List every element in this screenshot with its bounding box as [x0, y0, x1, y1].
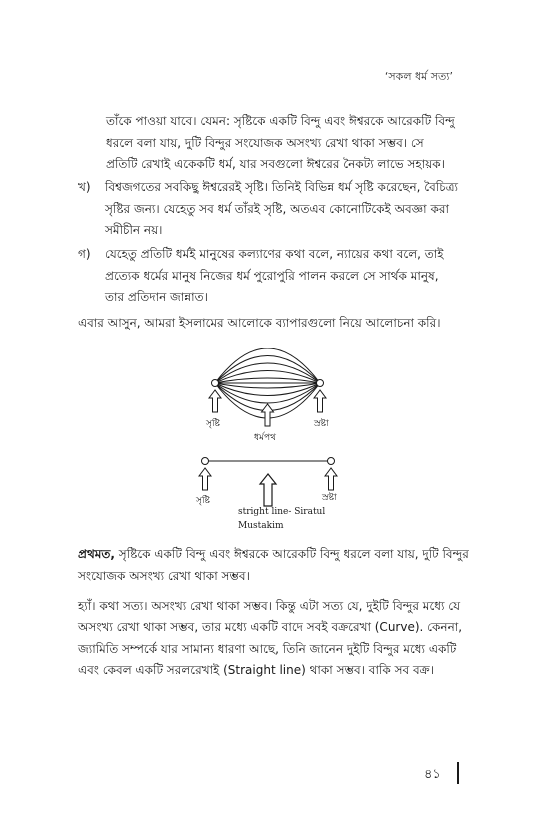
- caption-straight-line: stright line- Siratul: [238, 507, 326, 517]
- point-creator: [328, 458, 335, 465]
- caption-siratul-mustakim: Mustakim: [238, 521, 284, 531]
- up-arrow-icon: [260, 474, 276, 506]
- point-creator: [317, 380, 324, 387]
- curve-path: [215, 383, 320, 388]
- label-creation: সৃষ্টি: [206, 419, 220, 429]
- list-item-text: বিশ্বজগতের সবকিছু ঈশ্বরেরই সৃষ্টি। তিনিই বিভিন্ন ধর্ম সৃষ্টি করেছেন, বৈচিত্র্য সৃষ্টির জন্য। যেহেতু সব ধর্ম তাঁরই সৃষ্টি, অতএব কোনোটিকেই অবজ্ঞা করা সমীচীন নয়।: [105, 180, 459, 237]
- paragraph-intro: তাঁকে পাওয়া যাবে। যেমন: সৃষ্টিকে একটি বিন্দু এবং ঈশ্বরকে আরেকটি বিন্দু ধরলে বলা যায়, দুটি বিন্দুর সংযোজক অসংখ্য রেখা থাকা সম্ভব। সে প্রতিটি রেখাই একেকটি ধর্ম, যার সবগুলো ঈশ্বরের নৈকট্য লাভে সহায়ক।: [106, 114, 455, 171]
- lead-word: প্রথমত,: [78, 547, 115, 561]
- point-creation: [202, 458, 209, 465]
- curve-path: [215, 356, 320, 384]
- up-arrow-icon: [209, 390, 221, 412]
- up-arrow-icon: [199, 468, 211, 490]
- label-creator: স্রষ্টা: [322, 493, 337, 503]
- curve-path: [215, 378, 320, 383]
- list-item-ga: [78, 244, 458, 309]
- list-item-text: যেহেতু প্রতিটি ধর্মই মানুষের কল্যাণের কথা বলে, ন্যায়ের কথা বলে, তাই প্রত্যেক ধর্মের মানুষ নিজের ধর্ম পুরোপুরি পালন করলে সে সার্থক মানুষ, তার প্রতিদান জান্নাত।: [105, 247, 444, 304]
- up-arrow-icon: [262, 404, 274, 426]
- up-arrow-icon: [325, 468, 337, 490]
- list-item-kha: [78, 177, 458, 242]
- label-creator: স্রষ্টা: [314, 419, 329, 429]
- page-number: ৪১: [424, 767, 441, 782]
- running-header: ‘সকল ধর্ম সত্য’: [384, 70, 453, 83]
- label-religion-paths: ধর্মপথ: [254, 433, 276, 443]
- paragraph-transition: এবার আসুন, আমরা ইসলামের আলোকে ব্যাপারগুলো নিয়ে আলোচনা করি।: [78, 316, 441, 330]
- up-arrow-icon: [314, 390, 326, 412]
- list-marker: খ): [78, 180, 91, 194]
- page-number-rule: [457, 762, 459, 784]
- paths-diagram: [150, 348, 385, 533]
- paragraph-answer: হ্যাঁ। কথা সত্য। অসংখ্য রেখা থাকা সম্ভব। কিন্তু এটা সত্য যে, দুইটি বিন্দুর মধ্যে যে অসংখ্য রেখা থাকা সম্ভব, তার মধ্যে একটি বাদে সবই বক্ররেখা (Curve). কেননা, জ্যামিতি সম্পর্কে যার সামান্য ধারণা আছে, তিনি জানেন দুইটি বিন্দুর মধ্যে একটি এবং কেবল একটি সরলরেখাই (Straight line) থাকা সম্ভব। বাকি সব বক্র।: [78, 599, 463, 677]
- label-creation: সৃষ্টি: [196, 496, 210, 506]
- list-marker: গ): [78, 247, 91, 261]
- paragraph-first-point: [78, 544, 470, 587]
- paragraph-rest: সৃষ্টিকে একটি বিন্দু এবং ঈশ্বরকে আরেকটি বিন্দু ধরলে বলা যায়, দুটি বিন্দুর সংযোজক অসংখ্য রেখা থাকা সম্ভব।: [78, 547, 469, 583]
- point-creation: [212, 380, 219, 387]
